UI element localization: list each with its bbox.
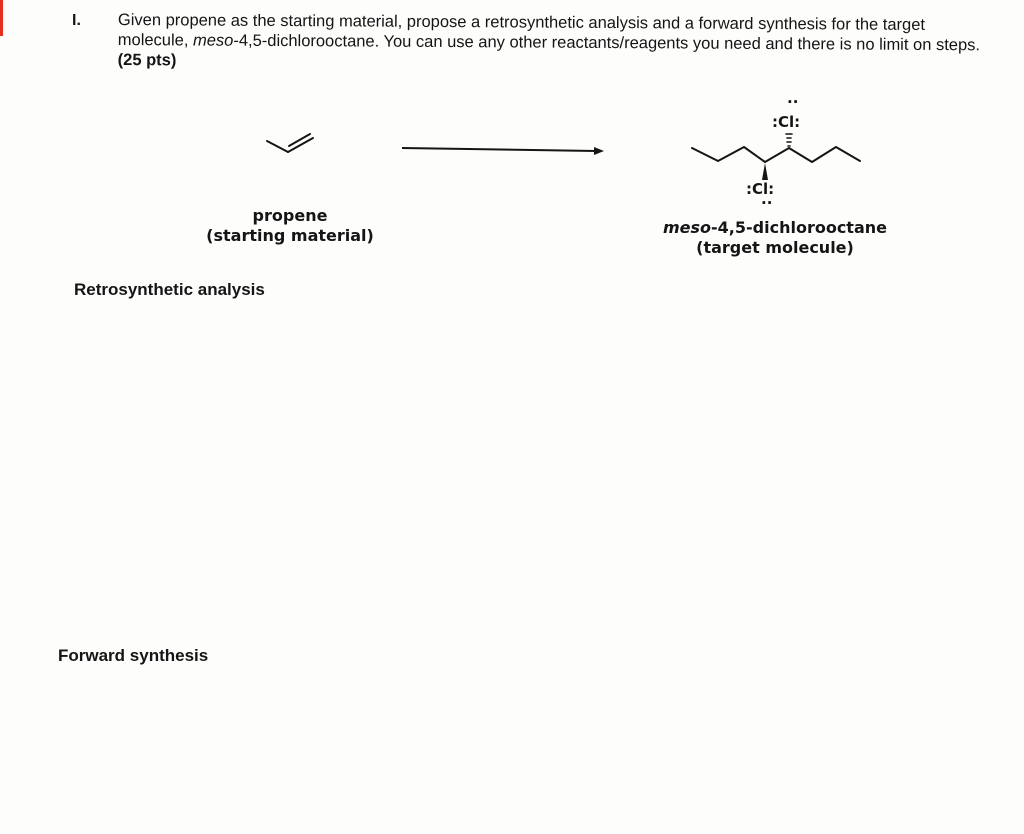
octane-chain <box>692 147 860 162</box>
reaction-arrow <box>402 147 604 155</box>
question-text-part2: -4,5-dichlorooctane. You can use any other reactants/reagents you need and there is no limit on steps. <box>233 31 981 55</box>
question-points: (25 pts) <box>117 50 177 70</box>
chlorine-top: :Cl: <box>772 113 801 131</box>
propene-double-bond-b <box>289 134 310 146</box>
target-molecule-label <box>650 218 900 258</box>
question-number: I. <box>72 12 81 29</box>
target-molecule-name-text: -4,5-dichlorooctane <box>711 218 887 237</box>
question-text-part1: Given propene as the starting material, propose a retrosynthetic analysis and a forward synthesis for the target molecule, <box>117 10 926 50</box>
propene-single-bond <box>267 141 288 152</box>
forward-synthesis-heading: Forward synthesis <box>58 646 209 665</box>
target-molecule-role: (target molecule) <box>696 238 854 257</box>
starting-material-label <box>195 206 385 246</box>
solid-wedge-bond <box>762 163 768 180</box>
starting-material-role: (starting material) <box>206 226 374 245</box>
chlorine-bottom-lone-pair: ·· <box>761 194 773 212</box>
chlorine-bottom: :Cl: <box>746 180 775 198</box>
target-structure <box>692 134 860 162</box>
hashed-wedge-bond <box>786 134 792 146</box>
starting-material-name: propene <box>252 206 328 225</box>
question-text-italic: meso <box>192 31 234 50</box>
chlorine-top-lone-pair: ·· <box>787 93 799 111</box>
retrosynthetic-analysis-heading: Retrosynthetic analysis <box>74 280 265 299</box>
target-molecule-name <box>650 218 900 238</box>
propene-structure <box>267 134 313 152</box>
target-molecule-prefix: meso <box>662 218 712 237</box>
